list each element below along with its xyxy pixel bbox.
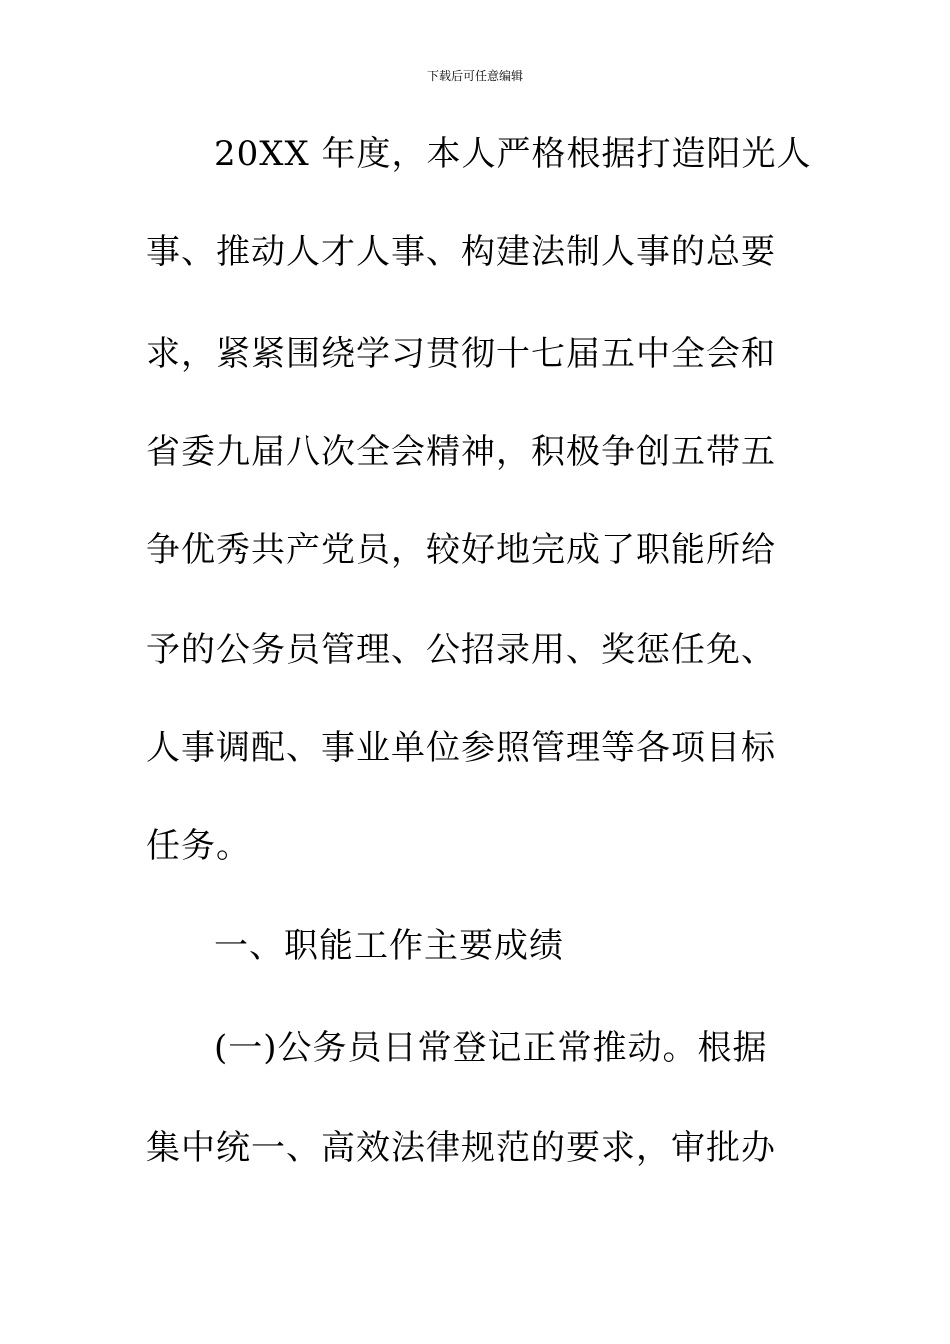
paragraph-line: 人事调配、事业单位参照管理等各项目标 — [146, 728, 776, 768]
header-note: 下载后可任意编辑 — [426, 69, 523, 83]
paragraph-line: 予的公务员管理、公招录用、奖惩任免、 — [146, 630, 776, 670]
paragraph-line: (一)公务员日常登记正常推动。根据 — [214, 1028, 768, 1068]
paragraph-line: 事、推动人才人事、构建法制人事的总要 — [146, 232, 776, 272]
paragraph-line: 争优秀共产党员，较好地完成了职能所给 — [146, 530, 776, 570]
paragraph-line: 求，紧紧围绕学习贯彻十七届五中全会和 — [146, 334, 776, 374]
paragraph-line: 任务。 — [146, 826, 251, 866]
paragraph-line: 20XX 年度，本人严格根据打造阳光人 — [214, 134, 812, 174]
paragraph-line: 集中统一、高效法律规范的要求，审批办 — [146, 1128, 776, 1168]
paragraph-line: 省委九届八次全会精神，积极争创五带五 — [146, 432, 776, 472]
section-heading: 一、职能工作主要成绩 — [214, 926, 564, 966]
